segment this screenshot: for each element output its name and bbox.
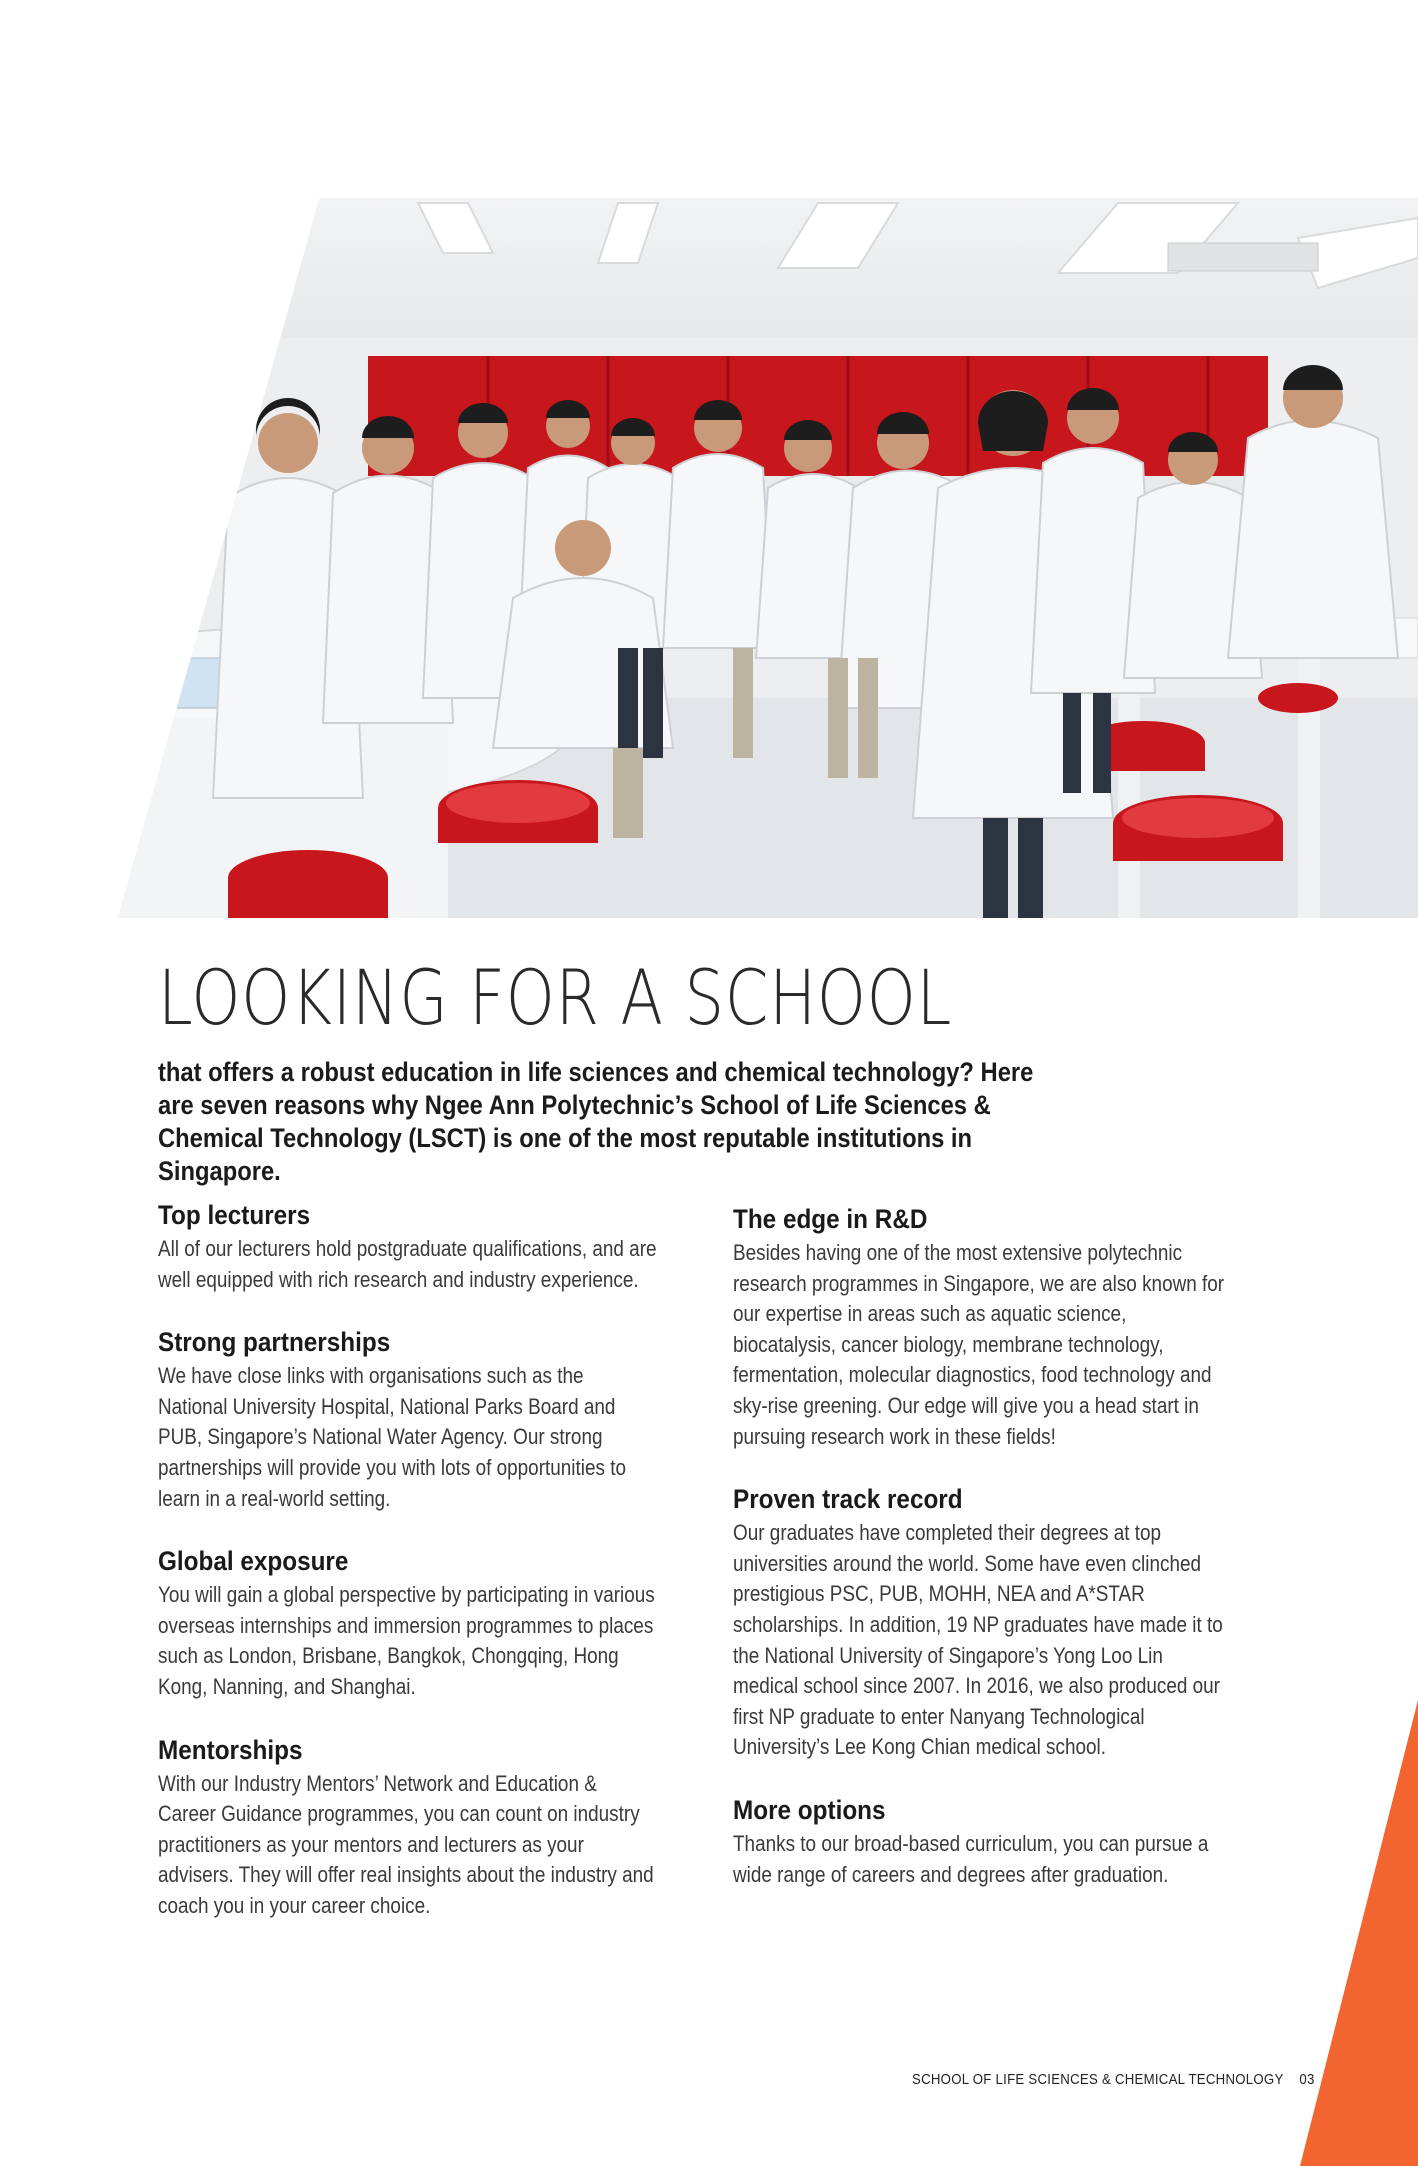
- section-heading: More options: [733, 1794, 886, 1825]
- intro-paragraph: that offers a robust education in life sciences and chemical technology? Here are seven reasons why Ngee Ann Polytechnic’s School of Life Sciences & Chemical Technology (LSCT) is one of the most reputable institutions in Singapore.: [158, 1057, 1034, 1186]
- section-top-lecturers: [158, 1198, 668, 1295]
- section-global-exposure: [158, 1544, 668, 1702]
- section-heading: Strong partnerships: [158, 1327, 391, 1358]
- page-title: LOOKING FOR A SCHOOL: [158, 953, 953, 1042]
- section-body: Thanks to our broad-based curriculum, you can pursue a wide range of careers and degrees after graduation.: [733, 1830, 1209, 1887]
- section-edge-in-rd: [733, 1202, 1243, 1452]
- orange-accent-shape: [1300, 1700, 1418, 2166]
- section-body: All of our lecturers hold postgraduate qualifications, and are well equipped with rich research and industry experience.: [158, 1236, 657, 1292]
- section-heading: Proven track record: [733, 1484, 963, 1515]
- section-heading: Mentorships: [158, 1734, 303, 1765]
- footer-school-name: SCHOOL OF LIFE SCIENCES & CHEMICAL TECHNOLOGY: [912, 2071, 1284, 2088]
- section-proven-track-record: [733, 1482, 1243, 1763]
- section-strong-partnerships: [158, 1325, 668, 1514]
- section-heading: Top lecturers: [158, 1200, 311, 1230]
- section-more-options: [733, 1793, 1243, 1890]
- section-body: Our graduates have completed their degrees at top universities around the world. Some have even clinched prestigious PSC, PUB, MOHH, NEA and A*STAR scholarships. In addition, 19 NP graduates have made it to the National University of Singapore’s Yong Loo Lin medical school since 2007. In 2016, we also produced our first NP graduate to enter Nanyang Technological University’s Lee Kong Chian medical school.: [733, 1520, 1223, 1760]
- left-column: [158, 1198, 668, 1952]
- page-footer: [912, 2071, 1315, 2088]
- section-body: With our Industry Mentors’ Network and Education & Career Guidance programmes, you can count on industry practitioners as your mentors and lecturers as your advisers. They will offer real insights about the industry and coach you in your career choice.: [158, 1770, 654, 1918]
- hero-photo: [118, 198, 1418, 918]
- section-body: Besides having one of the most extensive polytechnic research programmes in Singapore, we are also known for our expertise in areas such as aquatic science, biocatalysis, cancer biology, membrane technology, fermentation, molecular diagnostics, food technology and sky-rise greening. Our edge will give you a head start in pursuing research work in these fields!: [733, 1240, 1225, 1449]
- section-heading: The edge in R&D: [733, 1204, 928, 1234]
- right-column: [733, 1202, 1243, 1920]
- section-heading: Global exposure: [158, 1546, 349, 1577]
- page-number: 03: [1299, 2071, 1315, 2088]
- section-mentorships: [158, 1733, 668, 1922]
- section-body: You will gain a global perspective by participating in various overseas internships and immersion programmes to places such as London, Brisbane, Bangkok, Chongqing, Hong Kong, Nanning, and Shanghai.: [158, 1582, 655, 1699]
- section-body: We have close links with organisations such as the National University Hospital, National Parks Board and PUB, Singapore’s National Water Agency. Our strong partnerships will provide you with lots of opportunities to learn in a real-world setting.: [158, 1363, 626, 1511]
- lab-group-illustration: [118, 198, 1418, 918]
